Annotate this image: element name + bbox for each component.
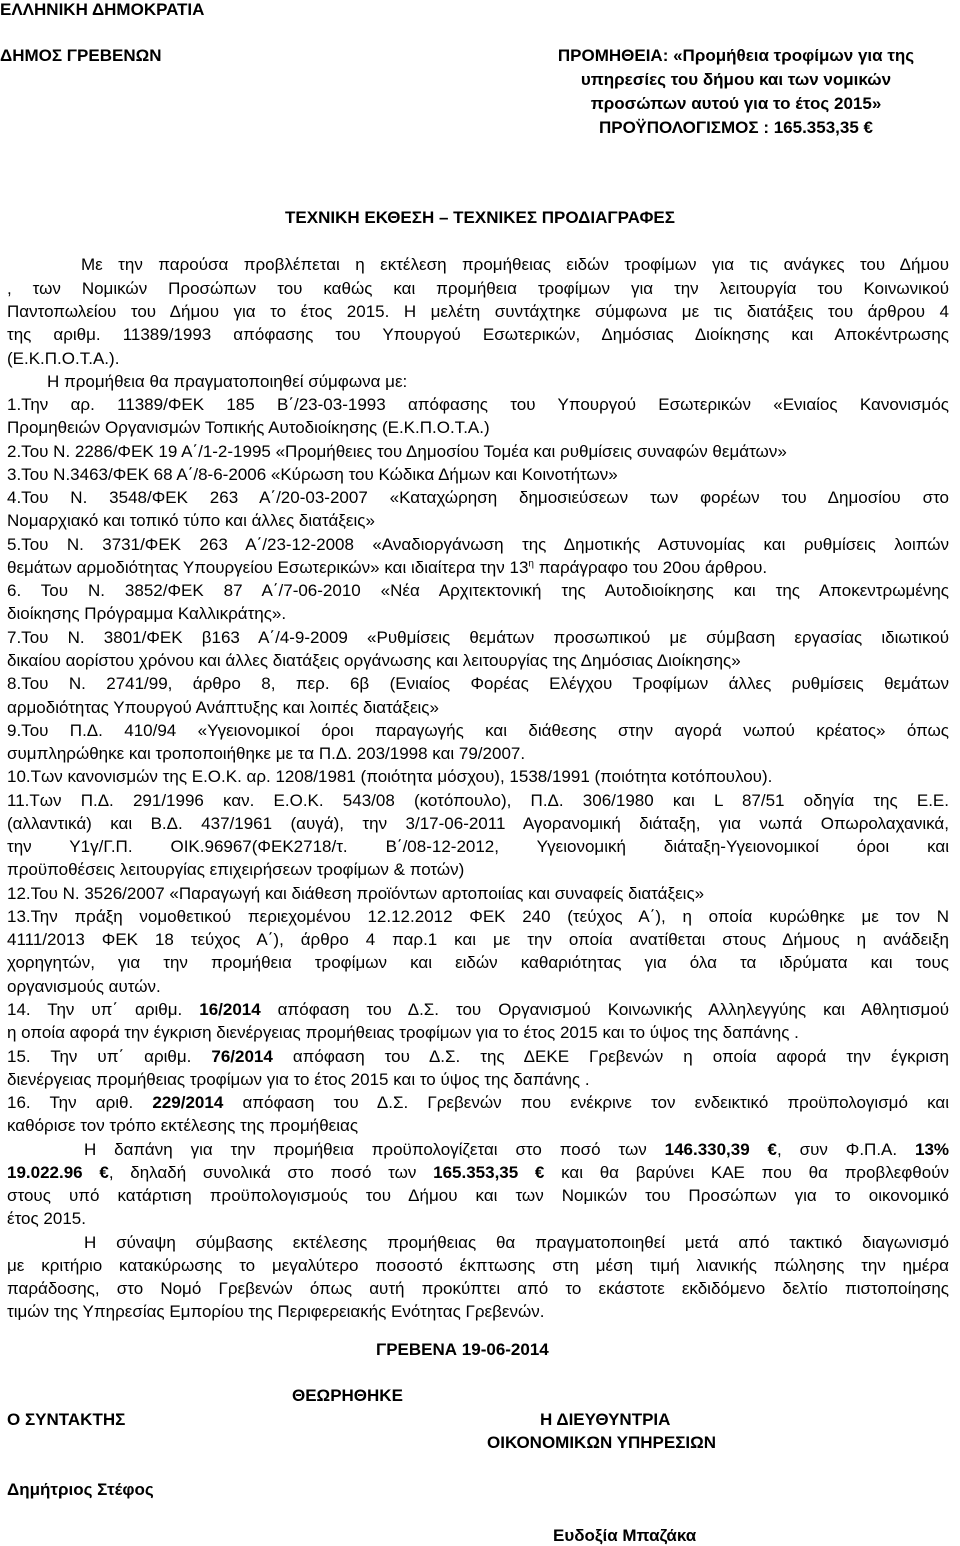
list-item: 4.Του Ν. 3548/ΦΕΚ 263 Α΄/20-03-2007 «Καταχώρηση δημοσιεύσεων των φορέων του Δημοσίου στο (7, 488, 949, 507)
body-line: Με την παρούσα προβλέπεται η εκτέλεση προμήθειας ειδών τροφίμων για τις ανάγκες του Δήμου (81, 255, 949, 274)
list-item: χορηγητών, για την προμήθεια τροφίμων και ειδών καθαριότητας για όλα τα ιδρύματα και τους (7, 953, 949, 972)
list-item: 9.Του Π.Δ. 410/94 «Υγειονομικοί όροι παραγωγής και διάθεσης στην αγορά νωπού κρέατος» όπως (7, 721, 949, 740)
list-item: 7.Του Ν. 3801/ΦΕΚ β163 Α΄/4-9-2009 «Ρυθμίσεις θεμάτων προσωπικού με σύμβαση εργασίας ιδιωτικού (7, 628, 949, 647)
list-item: την Υ1γ/Γ.Π. ΟΙΚ.96967(ΦΕΚ2718/τ. Β΄/08-12-2012, Υγειονομική διάταξη-Υγειονομικοί όροι και (7, 837, 949, 856)
list-item: 12.Του Ν. 3526/2007 «Παραγωγή και διάθεση προϊόντων αρτοποιίας και συναφείς διατάξεις» (7, 884, 705, 903)
list-item: (αλλαντικά) και Β.Δ. 437/1961 (αυγά), την 3/17-06-2011 Αγορανομική διάταξη, για νωπά Οπωρολαχανικά, (7, 814, 949, 833)
list-item: 4111/2013 ΦΕΚ 18 τεύχος Α΄), άρθρο 4 παρ.1 και με την οποία ανατίθεται στους Δήμους η ανάδειξη (7, 930, 949, 949)
list-item: 16. Την αριθ. 229/2014 απόφαση του Δ.Σ. Γρεβενών που ενέκρινε τον ενδεικτικό προϋπολογισμό και (7, 1093, 949, 1112)
body-line: Η προμήθεια θα πραγματοποιηθεί σύμφωνα με: (47, 372, 408, 391)
director-name: Ευδοξία Μπαζάκα (553, 1526, 697, 1545)
municipality-heading: ΔΗΜΟΣ ΓΡΕΒΕΝΩΝ (0, 46, 162, 65)
place-date: ΓΡΕΒΕΝΑ 19-06-2014 (376, 1340, 549, 1359)
list-item: η οποία αφορά την έγκριση διενέργειας προμήθειας τροφίμων για το έτος 2015 και το ύψος της δαπάνης . (7, 1023, 799, 1042)
list-item: 1.Την αρ. 11389/ΦΕΚ 185 Β΄/23-03-1993 απόφασης του Υπουργού Εσωτερικών «Ενιαίος Κανονισμός (7, 395, 949, 414)
document-title: ΤΕΧΝΙΚΗ ΕΚΘΕΣΗ – ΤΕΧΝΙΚΕΣ ΠΡΟΔΙΑΓΡΑΦΕΣ (285, 208, 675, 227)
contract-paragraph-line: Η σύναψη σύμβασης εκτέλεσης προμήθειας θα πραγματοποιηθεί μετά από τακτικό διαγωνισμό (84, 1233, 949, 1252)
composer-title: Ο ΣΥΝΤΑΚΤΗΣ (7, 1410, 126, 1429)
contract-paragraph-line: παράδοσης, στο Νομό Γρεβενών όπως αυτή προκύπτει από το εκάστοτε εκδιδόμενο δελτίο πιστοποίησης (7, 1279, 949, 1298)
list-item: Προμηθειών Οργανισμών Τοπικής Αυτοδιοίκησης (Ε.Κ.Π.Ο.Τ.Α.) (7, 418, 490, 437)
list-item: 10.Των κανονισμών της Ε.Ο.Κ. αρ. 1208/1981 (ποιότητα μόσχου), 1538/1991 (ποιότητα κοτόπουλου). (7, 767, 773, 786)
list-item: θεμάτων αρμοδιότητας Υπουργείου Εσωτερικών» και ιδιαίτερα την $13^\eta$ παράγραφο του 20ου άρθρου. (7, 558, 768, 577)
list-item: 2.Του Ν. 2286/ΦΕΚ 19 Α΄/1-2-1995 «Προμήθειες του Δημοσίου Τομέα και ρυθμίσεις συναφών θεμάτων» (7, 442, 787, 461)
subject-line-2: υπηρεσίες του δήμου και των νομικών (580, 70, 892, 89)
list-item: διοίκησης Πρόγραμμα Καλλικράτης». (7, 604, 287, 623)
list-item: συμπληρώθηκε και τροποποιήθηκε με τα Π.Δ. 203/1998 και 79/2007. (7, 744, 526, 763)
list-item: 5.Του Ν. 3731/ΦΕΚ 263 Α΄/23-12-2008 «Αναδιοργάνωση της Δημοτικής Αστυνομίας και ρυθμίσεις λοιπών (7, 535, 949, 554)
body-line: (Ε.Κ.Π.Ο.Τ.Α.). (7, 349, 120, 368)
list-item: διενέργειας προμήθειας τροφίμων για το έτος 2015 και το ύψος της δαπάνης . (7, 1070, 590, 1089)
list-item: δικαίου αορίστου χρόνου και άλλες διατάξεις οργάνωσης και λειτουργίας της Δημόσιας Διοίκησης» (7, 651, 741, 670)
subject-line-3: προσώπων αυτού για το έτος 2015» (590, 94, 882, 113)
composer-name: Δημήτριος Στέφος (7, 1480, 154, 1499)
director-department: ΟΙΚΟΝΟΜΙΚΩΝ ΥΠΗΡΕΣΙΩΝ (487, 1433, 717, 1452)
list-item: 14. Την υπ΄ αριθμ. 16/2014 απόφαση του Δ.Σ. του Οργανισμού Κοινωνικής Αλληλεγγύης και Αθλητισμού (7, 1000, 949, 1019)
contract-paragraph-line: με κριτήριο κατακύρωσης το μεγαλύτερο ποσοστό έκπτωσης στη μέση τιμή λιανικής πώλησης την ημέρα (7, 1256, 949, 1275)
cost-paragraph-line: Η δαπάνη για την προμήθεια προϋπολογίζεται στο ποσό των 146.330,39 €, συν Φ.Π.Α. 13% (84, 1140, 950, 1159)
list-item: 3.Του Ν.3463/ΦΕΚ 68 Α΄/8-6-2006 «Κύρωση του Κώδικα Δήμων και Κοινοτήτων» (7, 465, 618, 484)
cost-paragraph-line: έτος 2015. (7, 1209, 86, 1228)
list-item: 8.Του Ν. 2741/99, άρθρο 8, περ. 6β (Ενιαίος Φορέας Ελέγχου Τροφίμων άλλες ρυθμίσεις θεμάτων (7, 674, 949, 693)
list-item: προϋποθέσεις λειτουργίας επιχειρήσεων τροφίμων & ποτών) (7, 860, 465, 879)
list-item: 6. Του Ν. 3852/ΦΕΚ 87 Α΄/7-06-2010 «Νέα Αρχιτεκτονική της Αυτοδιοίκησης και της Αποκεντρωμένης (7, 581, 949, 600)
list-item: 15. Την υπ΄ αριθμ. 76/2014 απόφαση του Δ.Σ. της ΔΕΚΕ Γρεβενών η οποία αφορά την έγκριση (7, 1047, 949, 1066)
cost-paragraph-line: στους υπό κατάρτιση προϋπολογισμούς του Δήμου και των Νομικών του Προσώπων για το οικονομικό (7, 1186, 949, 1205)
budget-line: ΠΡΟΫΠΟΛΟΓΙΣΜΟΣ : 165.353,35 € (599, 118, 873, 137)
subject-line-1: ΠΡΟΜΗΘΕΙΑ: «Προμήθεια τροφίμων για της (557, 46, 915, 65)
list-item: Νομαρχιακό και τοπικό τύπο και άλλες διατάξεις» (7, 511, 375, 530)
body-line: Παντοπωλείου του Δήμου για το έτος 2015. Η μελέτη συντάχτηκε σύμφωνα με τις διατάξεις του άρθρου 4 (7, 302, 949, 321)
body-line: της αριθμ. 11389/1993 απόφασης του Υπουργού Εσωτερικών, Δημόσιας Διοίκησης και Αποκέντρωσης (7, 325, 949, 344)
contract-paragraph-line: τιμών της Υπηρεσίας Εμπορίου της Περιφερειακής Ενότητας Γρεβενών. (7, 1302, 545, 1321)
list-item: καθόρισε τον τρόπο εκτέλεσης της προμήθειας (7, 1116, 359, 1135)
republic-heading: ΕΛΛΗΝΙΚΗ ΔΗΜΟΚΡΑΤΙΑ (0, 0, 205, 19)
reviewed-label: ΘΕΩΡΗΘΗΚΕ (292, 1386, 403, 1405)
list-item: 13.Την πράξη νομοθετικού περιεχομένου 12.12.2012 ΦΕΚ 240 (τεύχος Α΄), η οποία κυρώθηκε με τον Ν (7, 907, 949, 926)
cost-paragraph-line: 19.022.96 €, δηλαδή συνολικά στο ποσό των 165.353,35 € και θα βαρύνει ΚΑΕ που θα προβλεφθούν (7, 1163, 950, 1182)
body-line: , των Νομικών Προσώπων του καθώς και προμήθεια τροφίμων για την λειτουργία του Κοινωνικού (7, 279, 949, 298)
list-item: 11.Των Π.Δ. 291/1996 καν. Ε.Ο.Κ. 543/08 (κοτόπουλο), Π.Δ. 306/1980 και L 87/51 οδηγία της Ε.Ε. (7, 791, 949, 810)
list-item: αρμοδιότητας Υπουργού Ανάπτυξης και λοιπές διατάξεις» (7, 698, 439, 717)
director-title: Η ΔΙΕΥΘΥΝΤΡΙΑ (540, 1410, 671, 1429)
list-item: οργανισμούς αυτών. (7, 977, 161, 996)
